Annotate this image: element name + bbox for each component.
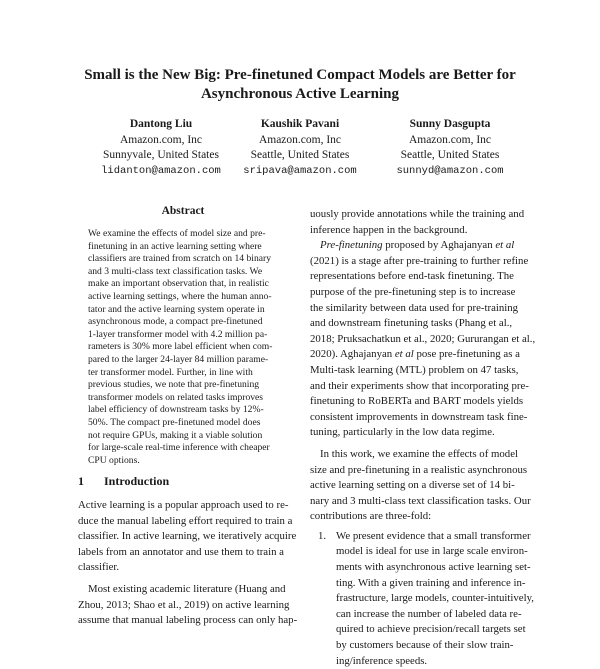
abstract-line: and 3 multi-class text classification tasks. We	[88, 265, 263, 277]
abstract-line: classifiers are trained from scratch on 14 binary	[88, 253, 272, 265]
body-line: We present evidence that a small transformer	[336, 529, 531, 542]
body-line: Zhou, 2013; Shao et al., 2019) on active learning	[78, 598, 290, 611]
body-line: labels from an annotator and use them to train a	[78, 545, 284, 558]
body-line: classifier. In active learning, we iteratively acquire	[78, 530, 297, 543]
author-email: sunnyd@amazon.com	[396, 164, 504, 177]
body-line: quired to achieve precision/recall targets set	[336, 623, 526, 636]
body-line: assume that manual labeling process can only hap-	[78, 614, 298, 627]
title-line-2: Asynchronous Active Learning	[200, 86, 400, 102]
abstract-line: rameters is 30% more label efficient when com-	[88, 341, 273, 353]
author-name: Dantong Liu	[129, 118, 193, 130]
author-affiliation: Amazon.com, Inc	[258, 133, 342, 146]
body-line: inference happen in the background.	[310, 223, 468, 236]
body-line: active learning setting on a diverse set of 14 bi-	[310, 479, 515, 492]
section-title: Introduction	[104, 474, 170, 488]
body-line: representations before end-task finetuning. The	[310, 270, 514, 283]
title-line-1: Small is the New Big: Pre-finetuned Compact Models are Better for	[84, 67, 516, 83]
author-location: Sunnyvale, United States	[103, 149, 219, 161]
body-line: classifier.	[78, 561, 120, 574]
body-line	[310, 238, 532, 254]
abstract-line: finetuning in an active learning setting where	[88, 240, 262, 252]
author-email: lidanton@amazon.com	[101, 164, 221, 177]
section-number: 1	[78, 474, 84, 488]
body-line: contributions are three-fold:	[310, 510, 432, 523]
body-line: frastructure, large models, counter-intuitively,	[336, 592, 534, 605]
author-affiliation: Amazon.com, Inc	[408, 133, 492, 146]
list-number: 1.	[318, 529, 327, 542]
section-heading-introduction	[78, 474, 169, 489]
body-line: ments with asynchronous active learning set-	[336, 561, 531, 574]
body-line: and their experiments show that incorporating pre-	[310, 379, 529, 392]
author-location: Seattle, United States	[250, 149, 350, 161]
body-line: uously provide annotations while the training and	[310, 208, 525, 220]
abstract-line: for large-scale real-time inference with cheaper	[88, 442, 270, 454]
abstract-line: tator and the active learning system operate in	[88, 303, 265, 315]
term-prefinetuning: Pre-finetuning	[320, 239, 383, 252]
body-line: size and pre-finetuning in a realistic asynchronous	[310, 463, 528, 476]
abstract-line: active learning settings, where the human anno-	[88, 290, 272, 302]
author-name: Sunny Dasgupta	[409, 118, 491, 130]
body-line: nary and 3 multi-class text classification tasks. Our	[310, 494, 531, 507]
body-line: (2021) is a stage after pre-training to further refine	[310, 254, 529, 267]
body-line: Multi-task learning (MTL) problem on 47 tasks,	[310, 363, 519, 376]
body-line: ing/inference speeds.	[336, 654, 428, 667]
abstract-line: make an important observation that, in realistic	[88, 278, 269, 290]
body-line: In this work, we examine the effects of model	[320, 447, 518, 460]
body-line	[310, 347, 532, 363]
body-line: Most existing academic literature (Huang and	[88, 582, 286, 595]
body-line: Active learning is a popular approach used to re-	[78, 499, 289, 511]
body-line: the similarity between data used for pre-training	[310, 301, 519, 314]
abstract-line: ter transformer model. Further, in line with	[88, 366, 253, 378]
abstract-line: CPU options.	[88, 454, 140, 466]
body-line: purpose of the pre-finetuning step is to increase	[310, 285, 516, 298]
abstract-line: asynchronous mode, a compact pre-finetuned	[88, 316, 263, 328]
body-line: ting. With a given training and inference in-	[336, 576, 526, 589]
body-line: and downstream finetuning tasks (Phang et al.,	[310, 317, 513, 330]
author-location: Seattle, United States	[400, 149, 500, 161]
body-line: 2018; Pruksachatkun et al., 2020; Gururangan et al.,	[310, 332, 536, 345]
et-al: et al	[394, 348, 414, 361]
abstract-line: not require GPUs, making it a viable solution	[88, 429, 263, 441]
author-affiliation: Amazon.com, Inc	[119, 133, 203, 146]
abstract-heading: Abstract	[161, 205, 205, 217]
paper-title	[60, 66, 540, 104]
introduction-body	[78, 498, 298, 629]
abstract-line: label efficiency of downstream tasks by 12%-	[88, 404, 264, 416]
body-line: consistent improvements in downstream task fine-	[310, 410, 528, 423]
abstract-line: pared to the larger 24-layer 84 million parame-	[88, 353, 269, 365]
author-block-3	[360, 117, 540, 179]
abstract-line: We examine the effects of model size and pre-	[88, 228, 266, 239]
body-text: proposed by Aghajanyan	[382, 239, 496, 252]
abstract-body	[88, 228, 278, 467]
body-line: tuning, particularly in the low data regime.	[310, 426, 495, 439]
body-line: by customers because of their slow train-	[336, 639, 514, 652]
author-name: Kaushik Pavani	[260, 118, 340, 130]
body-line: duce the manual labeling effort required to train a	[78, 514, 293, 527]
contribution-list-item	[310, 529, 532, 669]
body-line: model is ideal for use in large scale environ-	[336, 545, 528, 558]
abstract-line: transformer models on related tasks improves	[88, 391, 264, 403]
body-line: finetuning to RoBERTa and BART models yields	[310, 395, 524, 408]
body-line: can increase the number of labeled data re-	[336, 607, 522, 620]
abstract-line: previous studies, we note that pre-finetuning	[88, 379, 260, 391]
et-al: et al	[495, 239, 515, 252]
abstract-line: 1-layer transformer model with 4.2 million pa-	[88, 328, 268, 340]
body-text: 2020). Aghajanyan	[310, 348, 395, 361]
body-text: pose pre-finetuning as a	[413, 348, 520, 361]
abstract-line: 50%. The compact pre-finetuned model does	[88, 416, 261, 428]
author-email: sripava@amazon.com	[243, 164, 357, 177]
